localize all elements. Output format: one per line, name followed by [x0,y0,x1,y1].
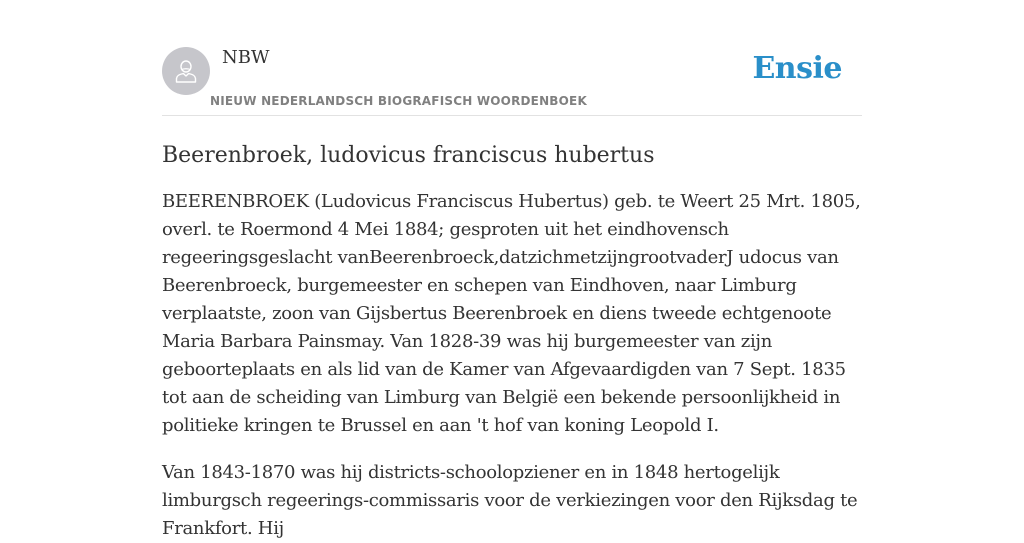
page [162,0,862,539]
source-name[interactable]: NBW [222,47,270,68]
user-icon [172,57,200,85]
article-title: Beerenbroek, ludovicus franciscus hubertus [162,143,655,168]
ensie-logo[interactable]: Ensie [752,51,842,86]
article-paragraph: Van 1843-1870 was hij districts-schoolopziener en in 1848 hertogelijk limburgsch regeerings-commissaris voor de verkiezingen voor den Rijksdag te Frankfort. Hij [162,462,858,539]
article-body [162,188,862,543]
article-paragraph: BEERENBROEK (Ludovicus Franciscus Hubertus) geb. te Weert 25 Mrt. 1805, overl. te Roermond 4 Mei 1884; gesproten uit het eindhovensch regeeringsgeslacht vanBeerenbroeck,datzichmetzijngrootvaderJ udocus van Beerenbroeck, burgemeester en schepen van Eindhoven, naar Limburg verplaatste, zoon van Gijsbertus Beerenbroek en diens tweede echtgenoote Maria Barbara Painsmay. Van 1828-39 was hij burgemeester van zijn geboorteplaats en als lid van de Kamer van Afgevaardigden van 7 Sept. 1835 tot aan de scheiding van Limburg van België een bekende persoonlijkheid in politieke kringen te Brussel en aan 't hof van koning Leopold I. [162,191,861,436]
avatar[interactable] [162,47,210,95]
source-header [162,0,862,116]
source-full-name: NIEUW NEDERLANDSCH BIOGRAFISCH WOORDENBOEK [210,94,587,108]
